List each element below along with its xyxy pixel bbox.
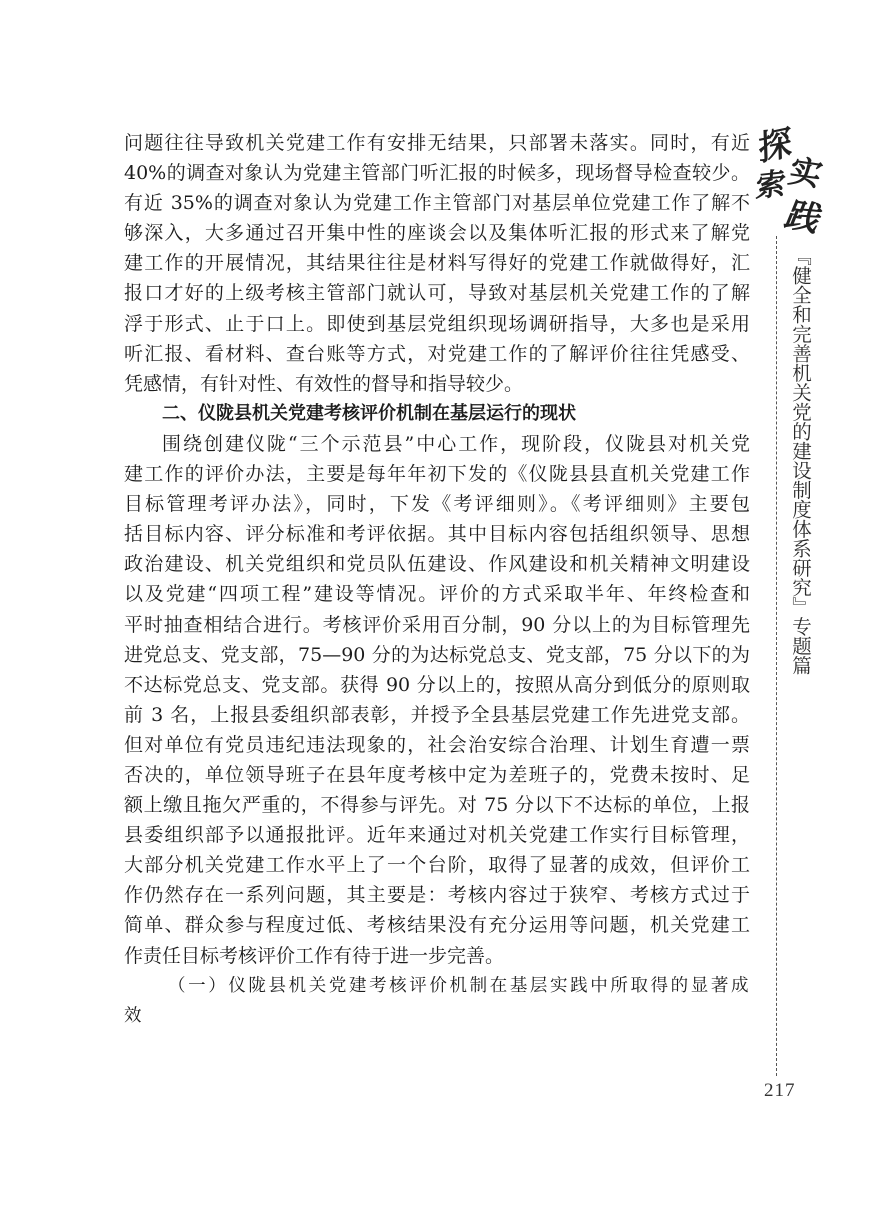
body-line: 40%的调查对象认为党建主管部门听汇报的时候多，现场督导检查较少。 [124, 162, 750, 185]
section-line: 但对单位有党员违纪违法现象的，社会治安综合治理、计划生育遭一票 [124, 733, 750, 756]
section-line: 以及党建“四项工程”建设等情况。评价的方式采取半年、年终检查和 [124, 583, 750, 606]
section-line: 目标管理考评办法》，同时，下发《考评细则》。《考评细则》主要包 [124, 493, 750, 516]
section-line: 围绕创建仪陇“三个示范县”中心工作，现阶段，仪陇县对机关党 [162, 432, 750, 455]
body-line: 够深入，大多通过召开集中性的座谈会以及集体听汇报的形式来了解党 [124, 222, 750, 245]
section-line: 否决的，单位领导班子在县年度考核中定为差班子的，党费未按时、足 [124, 763, 750, 786]
section-line: 简单、群众参与程度过低、考核结果没有充分运用等问题，机关党建工 [124, 914, 750, 937]
logo-char: 实 [785, 152, 826, 194]
series-calligraphy-logo [754, 118, 829, 240]
body-line: 凭感情，有针对性、有效性的督导和指导较少。 [124, 372, 524, 395]
logo-char: 探 [757, 122, 793, 170]
body-line: 问题往往导致机关党建工作有安排无结果，只部署未落实。同时，有近 [124, 132, 750, 154]
section-line: 大部分机关党建工作水平上了一个台阶，取得了显著的成效，但评价工 [124, 854, 750, 877]
section-heading: 二、仪陇县机关党建考核评价机制在基层运行的现状 [162, 402, 576, 424]
section-line: 进党总支、党支部，75—90 分的为达标党总支、党支部，75 分以下的为 [124, 643, 750, 666]
section-line: 额上缴且拖欠严重的，不得参与评先。对 75 分以下不达标的单位，上报 [124, 794, 750, 817]
section-line: 不达标党总支、党支部。获得 90 分以上的，按照从高分到低分的原则取 [124, 673, 750, 696]
section-line: 括目标内容、评分标准和考评依据。其中目标内容包括组织领导、思想 [124, 523, 750, 546]
body-line: 浮于形式、止于口上。即使到基层党组织现场调研指导，大多也是采用 [124, 312, 750, 335]
body-line: 报口才好的上级考核主管部门就认可，导致对基层机关党建工作的了解 [124, 282, 750, 305]
section-line: 建工作的评价办法，主要是每年年初下发的《仪陇县县直机关党建工作 [124, 463, 750, 486]
section-line: 作责任目标考核评价工作有待于进一步完善。 [124, 944, 505, 967]
body-line: 有近 35%的调查对象认为党建工作主管部门对基层单位党建工作了解不 [124, 192, 750, 215]
subsection-heading-continued: 效 [124, 1005, 142, 1026]
section-line: 政治建设、机关党组织和党员队伍建设、作风建设和机关精神文明建设 [124, 553, 750, 576]
body-text [124, 128, 750, 1031]
logo-char: 践 [779, 195, 829, 240]
logo-char: 索 [754, 166, 787, 205]
section-line: 县委组织部予以通报批评。近年来通过对机关党建工作实行目标管理， [124, 824, 750, 847]
section-line: 作仍然存在一系列问题，其主要是：考核内容过于狭窄、考核方式过于 [124, 884, 750, 907]
section-line: 平时抽查相结合进行。考核评价采用百分制，90 分以上的为目标管理先 [124, 613, 750, 636]
body-line: 听汇报、看材料、查台账等方式，对党建工作的了解评价往往凭感受、 [124, 342, 750, 365]
section-line: 前 3 名，上报县委组织部表彰，并授予全县基层党建工作先进党支部。 [124, 703, 750, 726]
page-number: 217 [764, 1080, 796, 1101]
subsection-heading: （一）仪陇县机关党建考核评价机制在基层实践中所取得的显著成 [168, 975, 750, 996]
body-line: 建工作的开展情况，其结果往往是材料写得好的党建工作就做得好，汇 [124, 252, 750, 275]
running-side-title: 『健全和完善机关党的建设制度体系研究』专题篇 [789, 246, 812, 675]
margin-dashed-divider [776, 236, 777, 1076]
